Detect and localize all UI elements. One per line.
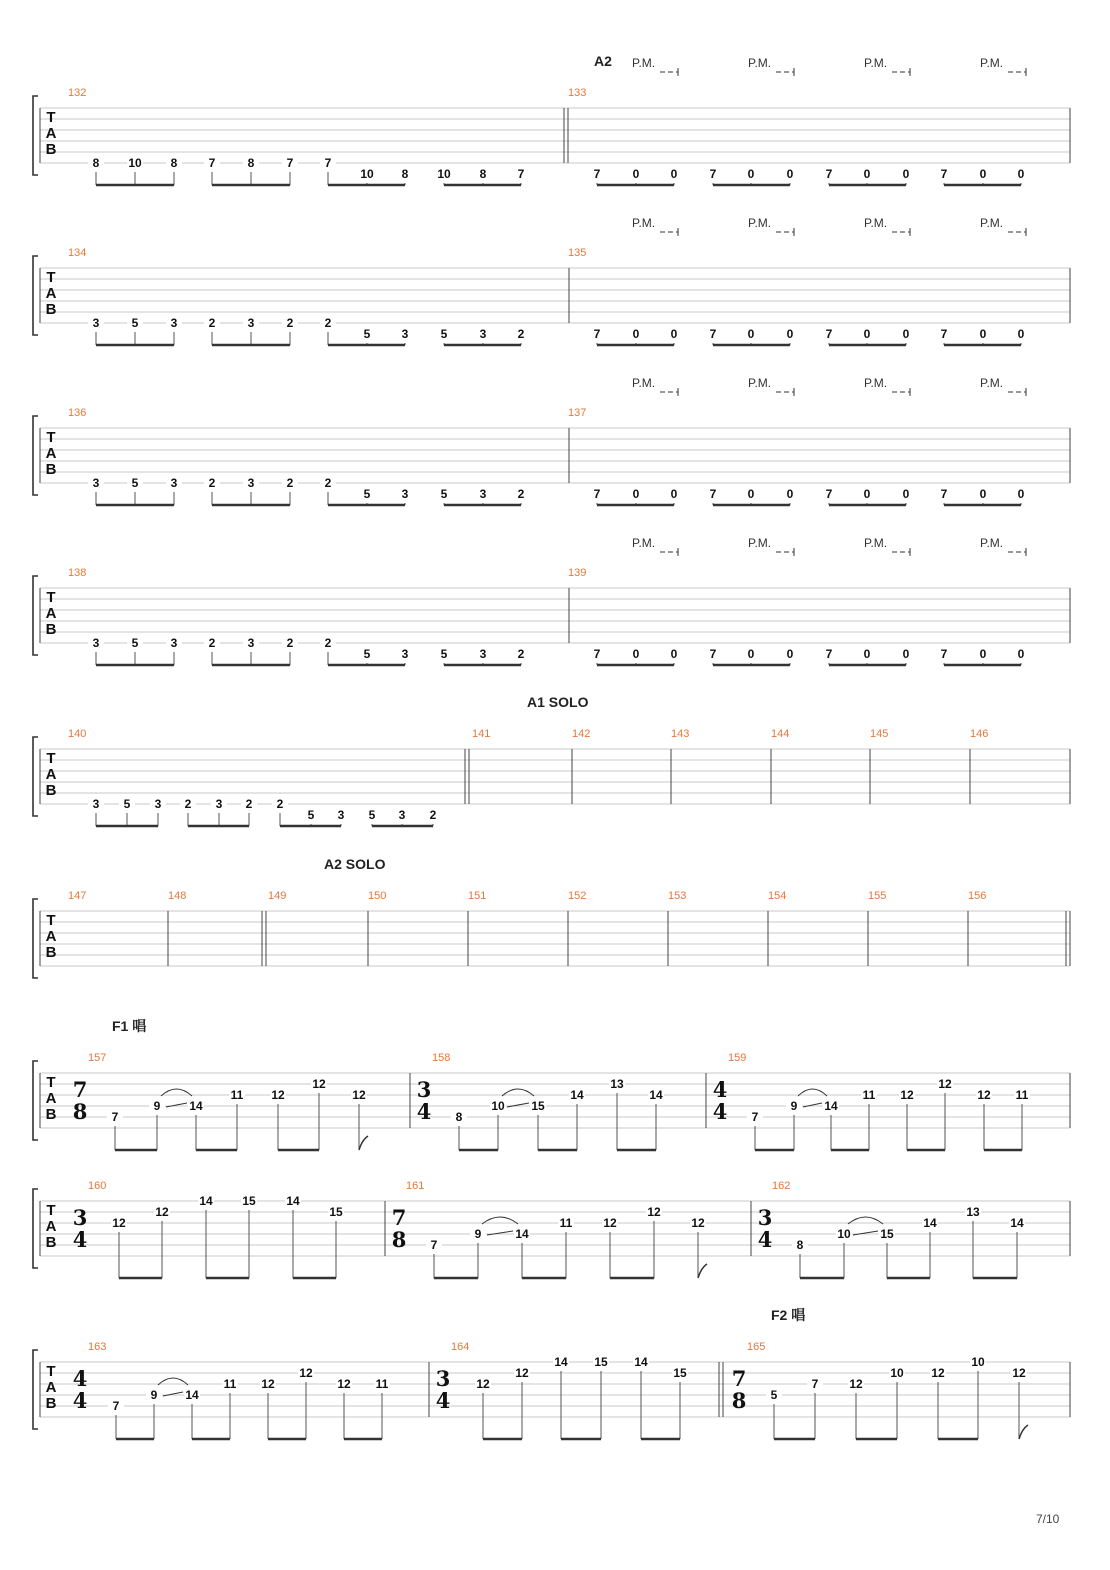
fret-number: 2 [286,316,294,330]
fret-number: 0 [902,647,910,661]
fret-number: 12 [155,1205,169,1219]
section-label: F1 唱 [112,1018,147,1034]
time-signature-bottom: 8 [72,1099,88,1124]
measure-number: 160 [88,1180,107,1192]
fret-number: 2 [324,476,332,490]
fret-number: 10 [890,1366,904,1380]
fret-number: 11 [1015,1088,1029,1102]
tab-clef-letter: A [45,285,57,302]
fret-number: 2 [286,636,294,650]
fret-number: 7 [593,327,601,341]
fret-number: 12 [261,1377,275,1391]
fret-number: 8 [401,167,409,181]
fret-number: 3 [401,487,409,501]
palm-mute-label: P.M. [864,536,888,550]
fret-number: 12 [849,1377,863,1391]
section-label: F2 唱 [771,1307,806,1323]
tab-clef-letter: B [45,1106,57,1123]
fret-number: 0 [902,487,910,501]
fret-number: 0 [1017,167,1025,181]
system-bracket [33,416,38,495]
measure-number: 137 [568,407,587,419]
palm-mute-label: P.M. [748,536,772,550]
fret-number: 2 [208,316,216,330]
fret-number: 5 [363,327,371,341]
tab-clef-letter: T [46,1363,56,1380]
fret-number: 0 [979,327,987,341]
tab-clef-letter: B [45,944,57,961]
section-label: A2 [594,53,612,69]
fret-number: 12 [977,1088,991,1102]
fret-number: 0 [979,487,987,501]
fret-number: 3 [479,327,487,341]
fret-number: 0 [979,167,987,181]
palm-mute-label: P.M. [864,216,888,230]
fret-number: 2 [208,636,216,650]
fret-number: 7 [940,327,948,341]
fret-number: 0 [786,327,794,341]
tab-system-3 [33,376,1070,505]
fret-number: 12 [515,1366,529,1380]
fret-number: 2 [324,316,332,330]
palm-mute-label: P.M. [748,216,772,230]
fret-number: 15 [531,1099,545,1113]
fret-number: 7 [825,327,833,341]
fret-number: 3 [247,636,255,650]
fret-number: 11 [223,1377,237,1391]
palm-mute-label: P.M. [632,376,656,390]
fret-number: 10 [128,156,142,170]
fret-number: 7 [825,167,833,181]
fret-number: 0 [786,167,794,181]
fret-number: 8 [455,1110,463,1124]
fret-number: 14 [923,1216,937,1230]
fret-number: 7 [208,156,216,170]
measure-number: 159 [728,1052,747,1064]
measure-number: 143 [671,728,690,740]
measure-number: 145 [870,728,889,740]
fret-number: 7 [112,1399,120,1413]
tab-clef-letter: T [46,429,56,446]
time-signature-top: 3 [435,1366,451,1391]
fret-number: 0 [786,647,794,661]
fret-number: 3 [401,327,409,341]
fret-number: 5 [123,797,131,811]
fret-number: 8 [92,156,100,170]
fret-number: 0 [1017,327,1025,341]
fret-number: 15 [329,1205,343,1219]
fret-number: 0 [670,167,678,181]
measure-number: 141 [472,728,491,740]
system-bracket [33,899,38,978]
measure-number: 164 [451,1341,470,1353]
fret-number: 7 [940,487,948,501]
fret-number: 12 [352,1088,366,1102]
measure-number: 156 [968,890,987,902]
fret-number: 12 [900,1088,914,1102]
fret-number: 8 [796,1238,804,1252]
page-number: 7/10 [1036,1512,1060,1526]
measure-number: 144 [771,728,790,740]
measure-number: 152 [568,890,587,902]
fret-number: 10 [360,167,374,181]
tab-system-4 [33,536,1070,665]
fret-number: 3 [247,476,255,490]
fret-number: 7 [751,1110,759,1124]
fret-number: 9 [790,1099,798,1113]
measure-number: 157 [88,1052,107,1064]
tab-clef-letter: T [46,109,56,126]
time-signature-top: 7 [72,1077,88,1102]
fret-number: 3 [479,647,487,661]
fret-number: 2 [429,808,437,822]
fret-number: 7 [324,156,332,170]
fret-number: 0 [632,167,640,181]
fret-number: 7 [825,647,833,661]
tab-clef-letter: T [46,750,56,767]
fret-number: 3 [170,636,178,650]
fret-number: 3 [247,316,255,330]
fret-number: 0 [747,647,755,661]
palm-mute-label: P.M. [864,376,888,390]
fret-number: 14 [634,1355,648,1369]
measure-number: 165 [747,1341,766,1353]
time-signature-top: 7 [731,1366,747,1391]
fret-number: 15 [673,1366,687,1380]
tab-clef-letter: B [45,1395,57,1412]
section-label: A1 SOLO [527,694,589,710]
fret-number: 12 [1012,1366,1026,1380]
measure-number: 146 [970,728,989,740]
palm-mute-label: P.M. [748,56,772,70]
tab-system-8 [33,1180,1070,1278]
fret-number: 0 [863,167,871,181]
fret-number: 2 [184,797,192,811]
fret-number: 3 [92,316,100,330]
fret-number: 12 [271,1088,285,1102]
fret-number: 14 [824,1099,838,1113]
fret-number: 12 [299,1366,313,1380]
palm-mute-label: P.M. [632,216,656,230]
fret-number: 0 [786,487,794,501]
time-signature-top: 3 [757,1205,773,1230]
palm-mute-label: P.M. [980,216,1004,230]
fret-number: 15 [242,1194,256,1208]
fret-number: 14 [185,1388,199,1402]
tab-clef-letter: T [46,269,56,286]
fret-number: 11 [862,1088,876,1102]
time-signature-top: 4 [712,1077,728,1102]
fret-number: 14 [570,1088,584,1102]
tab-clef-letter: B [45,301,57,318]
fret-number: 7 [593,647,601,661]
time-signature-top: 7 [391,1205,407,1230]
fret-number: 0 [747,327,755,341]
fret-number: 8 [479,167,487,181]
fret-number: 5 [307,808,315,822]
fret-number: 7 [593,167,601,181]
fret-number: 3 [92,797,100,811]
fret-number: 5 [131,476,139,490]
fret-number: 0 [1017,487,1025,501]
fret-number: 0 [979,647,987,661]
measure-number: 151 [468,890,487,902]
system-bracket [33,576,38,655]
fret-number: 7 [430,1238,438,1252]
measure-number: 134 [68,247,87,259]
fret-number: 7 [825,487,833,501]
measure-number: 162 [772,1180,791,1192]
fret-number: 0 [747,487,755,501]
fret-number: 11 [230,1088,244,1102]
fret-number: 5 [131,636,139,650]
measure-number: 140 [68,728,87,740]
fret-number: 0 [670,647,678,661]
time-signature-bottom: 4 [435,1388,451,1413]
tab-clef-letter: A [45,445,57,462]
time-signature-bottom: 4 [72,1388,88,1413]
measure-number: 132 [68,87,87,99]
fret-number: 0 [747,167,755,181]
tab-clef-letter: A [45,1218,57,1235]
tab-system-7 [33,1018,1070,1150]
fret-number: 3 [154,797,162,811]
note-flag [698,1264,707,1278]
fret-number: 15 [880,1227,894,1241]
fret-number: 10 [837,1227,851,1241]
tab-clef-letter: B [45,141,57,158]
tab-clef-letter: B [45,782,57,799]
system-bracket [33,737,38,816]
tab-clef-letter: T [46,1202,56,1219]
fret-number: 7 [111,1110,119,1124]
fret-number: 7 [286,156,294,170]
fret-number: 0 [863,327,871,341]
fret-number: 14 [286,1194,300,1208]
fret-number: 5 [363,647,371,661]
fret-number: 12 [938,1077,952,1091]
fret-number: 5 [770,1388,778,1402]
fret-number: 12 [476,1377,490,1391]
fret-number: 2 [324,636,332,650]
fret-number: 0 [1017,647,1025,661]
fret-number: 2 [245,797,253,811]
fret-number: 2 [208,476,216,490]
fret-number: 7 [709,647,717,661]
palm-mute-label: P.M. [980,536,1004,550]
measure-number: 158 [432,1052,451,1064]
fret-number: 0 [632,327,640,341]
tab-clef-letter: A [45,1090,57,1107]
fret-number: 13 [966,1205,980,1219]
time-signature-top: 3 [416,1077,432,1102]
fret-number: 7 [811,1377,819,1391]
fret-number: 5 [440,487,448,501]
fret-number: 3 [337,808,345,822]
fret-number: 7 [593,487,601,501]
time-signature-top: 3 [72,1205,88,1230]
palm-mute-label: P.M. [980,376,1004,390]
fret-number: 12 [112,1216,126,1230]
fret-number: 0 [632,647,640,661]
measure-number: 148 [168,890,187,902]
fret-number: 15 [594,1355,608,1369]
fret-number: 2 [517,327,525,341]
tab-clef-letter: B [45,1234,57,1251]
tab-clef-letter: B [45,621,57,638]
tab-system-5 [33,694,1070,826]
fret-number: 0 [863,487,871,501]
fret-number: 0 [670,487,678,501]
measure-number: 153 [668,890,687,902]
fret-number: 3 [215,797,223,811]
fret-number: 2 [286,476,294,490]
fret-number: 8 [170,156,178,170]
note-flag [1019,1425,1028,1439]
tab-clef-letter: A [45,766,57,783]
fret-number: 2 [517,647,525,661]
note-flag [359,1136,368,1150]
fret-number: 0 [902,167,910,181]
time-signature-bottom: 4 [72,1227,88,1252]
tab-system-9 [33,1307,1070,1439]
system-bracket [33,1189,38,1268]
measure-number: 142 [572,728,591,740]
system-bracket [33,96,38,175]
fret-number: 11 [559,1216,573,1230]
tab-clef-letter: A [45,1379,57,1396]
time-signature-bottom: 4 [416,1099,432,1124]
fret-number: 3 [479,487,487,501]
fret-number: 12 [603,1216,617,1230]
system-bracket [33,1061,38,1140]
time-signature-bottom: 8 [731,1388,747,1413]
measure-number: 155 [868,890,887,902]
fret-number: 9 [150,1388,158,1402]
fret-number: 5 [440,647,448,661]
fret-number: 0 [863,647,871,661]
fret-number: 14 [199,1194,213,1208]
palm-mute-label: P.M. [864,56,888,70]
palm-mute-label: P.M. [748,376,772,390]
measure-number: 147 [68,890,87,902]
time-signature-bottom: 4 [712,1099,728,1124]
measure-number: 133 [568,87,587,99]
system-bracket [33,1350,38,1429]
fret-number: 7 [709,167,717,181]
fret-number: 7 [709,487,717,501]
tab-system-2 [33,216,1070,345]
fret-number: 13 [610,1077,624,1091]
fret-number: 12 [931,1366,945,1380]
fret-number: 3 [401,647,409,661]
fret-number: 5 [363,487,371,501]
fret-number: 10 [491,1099,505,1113]
fret-number: 12 [312,1077,326,1091]
tab-clef-letter: A [45,928,57,945]
fret-number: 14 [189,1099,203,1113]
measure-number: 163 [88,1341,107,1353]
fret-number: 5 [368,808,376,822]
fret-number: 8 [247,156,255,170]
tab-clef-letter: A [45,125,57,142]
fret-number: 10 [437,167,451,181]
time-signature-bottom: 4 [757,1227,773,1252]
fret-number: 0 [902,327,910,341]
fret-number: 11 [375,1377,389,1391]
tab-clef-letter: T [46,912,56,929]
measure-number: 135 [568,247,587,259]
fret-number: 5 [440,327,448,341]
fret-number: 3 [92,636,100,650]
measure-number: 139 [568,567,587,579]
time-signature-top: 4 [72,1366,88,1391]
fret-number: 3 [170,476,178,490]
fret-number: 0 [632,487,640,501]
fret-number: 2 [517,487,525,501]
tab-clef-letter: T [46,589,56,606]
tab-clef-letter: T [46,1074,56,1091]
measure-number: 136 [68,407,87,419]
fret-number: 2 [276,797,284,811]
measure-number: 154 [768,890,787,902]
fret-number: 9 [153,1099,161,1113]
section-label: A2 SOLO [324,856,386,872]
time-signature-bottom: 8 [391,1227,407,1252]
fret-number: 12 [337,1377,351,1391]
tab-clef-letter: B [45,461,57,478]
palm-mute-label: P.M. [980,56,1004,70]
fret-number: 3 [398,808,406,822]
fret-number: 7 [940,647,948,661]
fret-number: 7 [709,327,717,341]
fret-number: 3 [170,316,178,330]
tab-clef-letter: A [45,605,57,622]
fret-number: 9 [474,1227,482,1241]
system-bracket [33,256,38,335]
measure-number: 149 [268,890,287,902]
fret-number: 10 [971,1355,985,1369]
measure-number: 161 [406,1180,425,1192]
fret-number: 14 [1010,1216,1024,1230]
measure-number: 138 [68,567,87,579]
fret-number: 7 [940,167,948,181]
tab-system-1 [33,53,1070,185]
fret-number: 14 [649,1088,663,1102]
tab-system-6 [33,856,1070,978]
measure-number: 150 [368,890,387,902]
fret-number: 0 [670,327,678,341]
fret-number: 12 [647,1205,661,1219]
fret-number: 14 [515,1227,529,1241]
palm-mute-label: P.M. [632,56,656,70]
fret-number: 7 [517,167,525,181]
fret-number: 3 [92,476,100,490]
fret-number: 14 [554,1355,568,1369]
fret-number: 5 [131,316,139,330]
palm-mute-label: P.M. [632,536,656,550]
fret-number: 12 [691,1216,705,1230]
